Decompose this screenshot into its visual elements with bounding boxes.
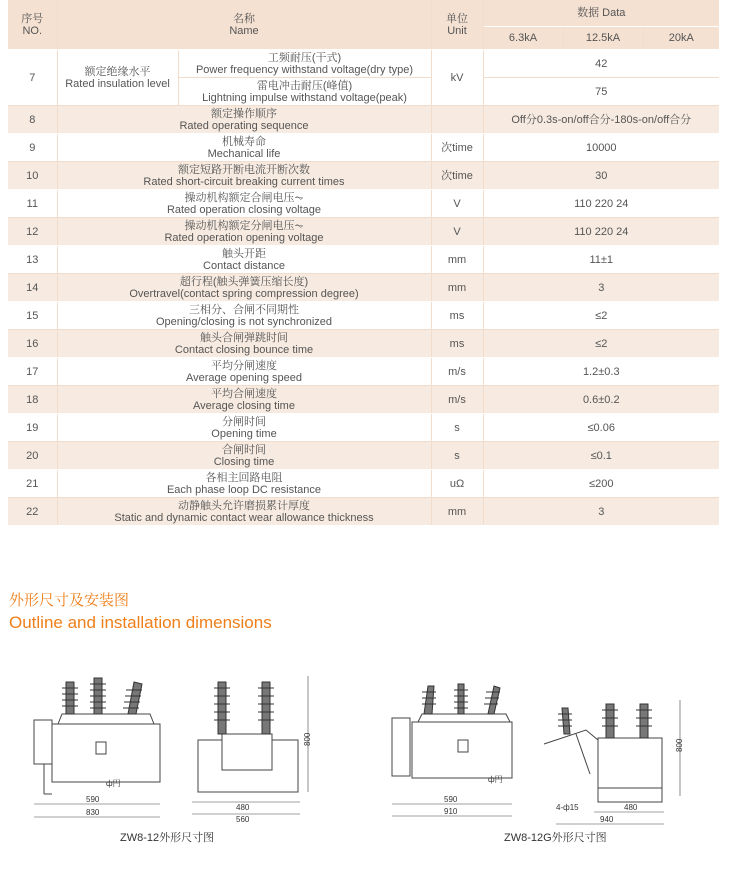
row-no: 20 — [8, 442, 57, 470]
table-row — [8, 134, 719, 162]
row-unit: V — [431, 190, 483, 218]
row-unit: mm — [431, 246, 483, 274]
header-data-col: 20kA — [643, 27, 719, 50]
row-unit: s — [431, 414, 483, 442]
row-value: 1.2±0.3 — [483, 358, 719, 386]
row-no: 10 — [8, 162, 57, 190]
spec-rows — [8, 106, 719, 526]
row-name: 各相主回路电阻 Each phase loop DC resistance — [57, 470, 431, 498]
table-row — [8, 498, 719, 526]
dim-label: 910 — [444, 807, 458, 816]
row-name: 超行程(触头弹簧压缩长度) Overtravel(contact spring compression degree) — [57, 274, 431, 302]
row-no: 12 — [8, 218, 57, 246]
dim-label: 480 — [624, 803, 638, 812]
section-title-cn: 外形尺寸及安装图 — [9, 592, 130, 609]
zw8-12g-front-drawing — [388, 678, 518, 828]
table-row — [8, 330, 719, 358]
row-no: 16 — [8, 330, 57, 358]
header-unit: 单位 Unit — [431, 0, 483, 50]
drawing-caption-left: ZW8-12外形尺寸图 — [120, 832, 215, 844]
row-name: 额定操作顺序 Rated operating sequence — [57, 106, 431, 134]
row-no: 19 — [8, 414, 57, 442]
row-value: ≤0.06 — [483, 414, 719, 442]
row-no: 17 — [8, 358, 57, 386]
row-unit — [431, 106, 483, 134]
row-name: 合闸时间 Closing time — [57, 442, 431, 470]
table-row — [8, 358, 719, 386]
row-unit: 次time — [431, 134, 483, 162]
row-unit: ms — [431, 302, 483, 330]
row-no: 21 — [8, 470, 57, 498]
row-value: 110 220 24 — [483, 190, 719, 218]
row-unit: V — [431, 218, 483, 246]
table-row — [8, 470, 719, 498]
group-category: 额定绝缘水平 Rated insulation level — [57, 50, 178, 106]
header-data: 数据 Data — [483, 0, 719, 27]
row-no: 14 — [8, 274, 57, 302]
table-row — [8, 274, 719, 302]
row-unit: 次time — [431, 162, 483, 190]
dim-label: 800 — [675, 738, 684, 752]
dim-label: 830 — [86, 808, 100, 817]
dim-label: 800 — [303, 732, 312, 746]
row-value: ≤2 — [483, 302, 719, 330]
row-value: 30 — [483, 162, 719, 190]
row-name: 分闸时间 Opening time — [57, 414, 431, 442]
row-value: 0.6±0.2 — [483, 386, 719, 414]
header-no: 序号 NO. — [8, 0, 57, 50]
drawing-mark: ф円 — [106, 779, 121, 788]
row-name: 三相分、合闸不同期性 Opening/closing is not synchronized — [57, 302, 431, 330]
row-name: 动静触头允许磨损累计厚度 Static and dynamic contact wear allowance thickness — [57, 498, 431, 526]
dim-label: 940 — [600, 815, 614, 824]
row-no: 18 — [8, 386, 57, 414]
table-row — [8, 246, 719, 274]
row-unit: uΩ — [431, 470, 483, 498]
zw8-12-front-drawing — [22, 664, 162, 824]
row-value: ≤0.1 — [483, 442, 719, 470]
row-value: 11±1 — [483, 246, 719, 274]
header-data-col: 12.5kA — [563, 27, 643, 50]
row-name: 操动机构额定分闸电压⏦ Rated operation opening voltage — [57, 218, 431, 246]
table-row — [8, 190, 719, 218]
spec-table — [8, 0, 719, 526]
row-name: 机械寿命 Mechanical life — [57, 134, 431, 162]
row-no: 13 — [8, 246, 57, 274]
row-unit: m/s — [431, 358, 483, 386]
row-no: 11 — [8, 190, 57, 218]
zw8-12-side-drawing — [188, 664, 318, 824]
table-row — [8, 302, 719, 330]
dim-label: 590 — [86, 795, 100, 804]
row-unit: s — [431, 442, 483, 470]
header-name: 名称 Name — [57, 0, 431, 50]
table-row — [8, 386, 719, 414]
row-name: 触头合闸弹跳时间 Contact closing bounce time — [57, 330, 431, 358]
row-no: 9 — [8, 134, 57, 162]
row-name: 额定短路开断电流开断次数 Rated short-circuit breaking current times — [57, 162, 431, 190]
row-value: 10000 — [483, 134, 719, 162]
dim-label: 590 — [444, 795, 458, 804]
row-unit: m/s — [431, 386, 483, 414]
row-name: 平均合闸速度 Average closing time — [57, 386, 431, 414]
row-no: 22 — [8, 498, 57, 526]
section-title — [9, 592, 272, 634]
zw8-12g-side-drawing — [536, 690, 696, 830]
row-value: 110 220 24 — [483, 218, 719, 246]
drawing-caption-right: ZW8-12G外形尺寸图 — [504, 832, 607, 844]
row-value: 3 — [483, 498, 719, 526]
row-value: ≤2 — [483, 330, 719, 358]
row-value: 3 — [483, 274, 719, 302]
header-data-col: 6.3kA — [483, 27, 563, 50]
row-value: ≤200 — [483, 470, 719, 498]
table-row: 雷电冲击耐压(峰值) Lightning impulse withstand voltage(peak) 75 — [8, 78, 719, 106]
row-unit: mm — [431, 274, 483, 302]
row-name: 操动机构额定合闸电压⏦ Rated operation closing voltage — [57, 190, 431, 218]
row-name: 平均分闸速度 Average opening speed — [57, 358, 431, 386]
row-value: Off分0.3s-on/off合分-180s-on/off合分 — [483, 106, 719, 134]
table-row — [8, 218, 719, 246]
section-title-en: Outline and installation dimensions — [9, 613, 272, 632]
table-row — [8, 442, 719, 470]
row-unit: mm — [431, 498, 483, 526]
table-row — [8, 106, 719, 134]
row-unit: ms — [431, 330, 483, 358]
dim-label: 4-ф15 — [556, 803, 579, 812]
row-name: 触头开距 Contact distance — [57, 246, 431, 274]
row-no: 15 — [8, 302, 57, 330]
drawing-mark: ф円 — [488, 775, 503, 784]
dim-label: 560 — [236, 815, 250, 824]
table-row — [8, 414, 719, 442]
dim-label: 480 — [236, 803, 250, 812]
table-row — [8, 162, 719, 190]
table-row: 7 额定绝缘水平 Rated insulation level 工频耐压(干式) Power frequency withstand voltage(dry type) kV 42 — [8, 50, 719, 78]
row-no: 8 — [8, 106, 57, 134]
